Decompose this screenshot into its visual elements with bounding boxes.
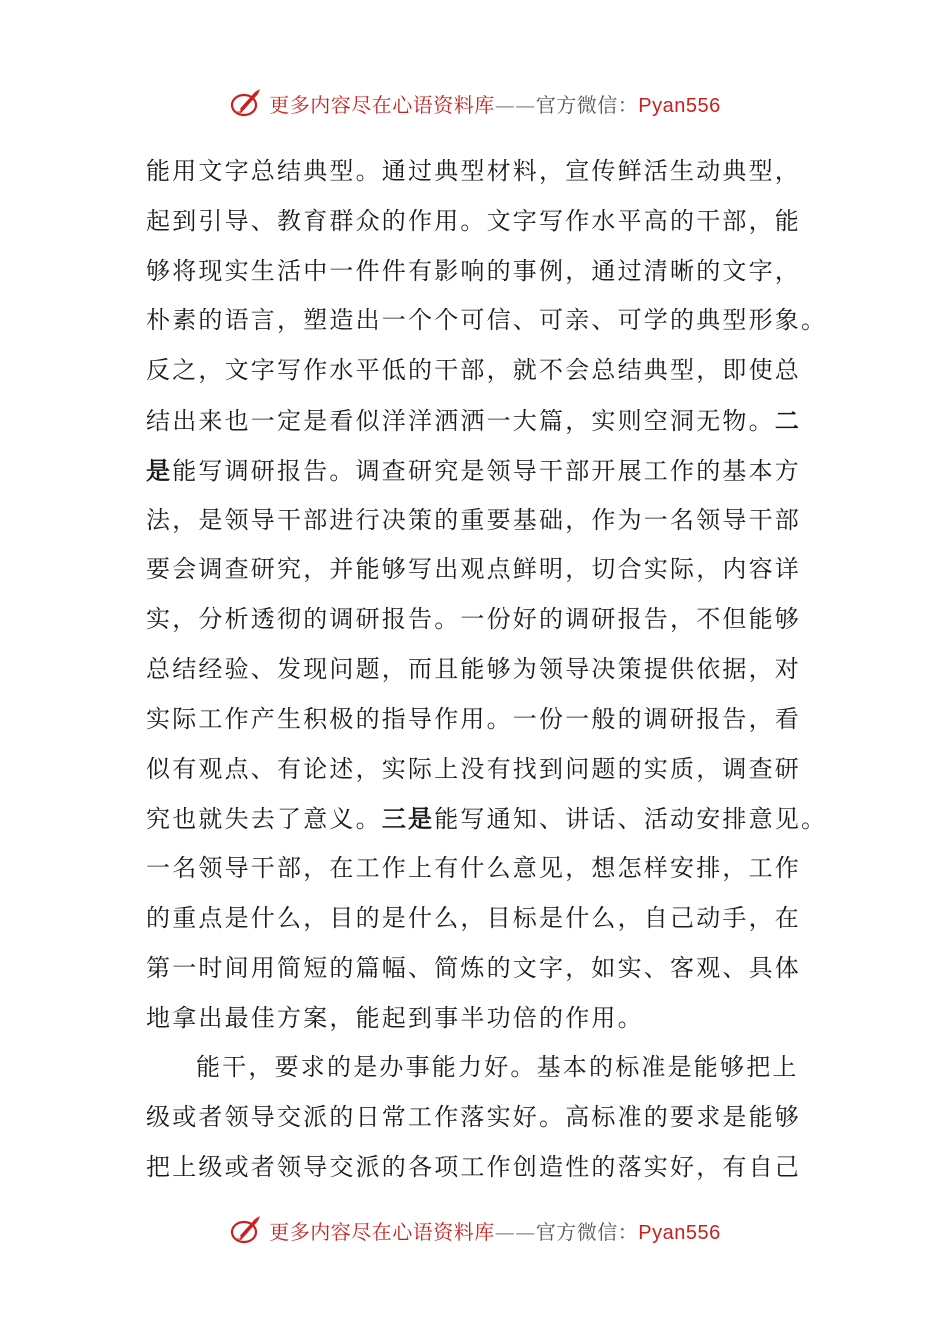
- text-run: 实际工作产生积极的指导作用。一份一般的调研报告，看: [146, 704, 801, 733]
- text-line: [146, 545, 806, 595]
- text-line: [146, 496, 806, 546]
- header-banner: [0, 83, 950, 123]
- banner-official-label: 官方微信：: [535, 92, 639, 117]
- text-run: 把上级或者领导交派的各项工作创造性的落实好，有自己: [146, 1152, 801, 1181]
- banner-official-label: 官方微信：: [535, 1219, 639, 1244]
- text-line: [146, 994, 806, 1044]
- text-line: [146, 794, 828, 844]
- text-run: 究也就失去了意义。: [146, 805, 382, 834]
- quill-pen-logo-icon: [229, 1213, 263, 1247]
- bold-text-run: 是: [146, 455, 173, 485]
- text-run: 法，是领导干部进行决策的重要基础，作为一名领导干部: [146, 505, 801, 534]
- text-run: 要会调查研究，并能够写出观点鲜明，切合实际，内容详: [146, 555, 801, 584]
- text-line: [146, 396, 806, 446]
- text-line: [146, 944, 806, 994]
- text-run: 实，分析透彻的调研报告。一份好的调研报告，不但能够: [146, 605, 801, 634]
- text-run: 朴素的语言，塑造出一个个可信、可亲、可学的典型形象。: [146, 306, 828, 335]
- text-line: [146, 894, 806, 944]
- banner-wechat-id: Pyan556: [638, 1221, 721, 1244]
- banner-text: [269, 1216, 720, 1245]
- text-run: 能写通知、讲话、活动安排意见。: [434, 805, 828, 834]
- text-line: [146, 695, 806, 745]
- banner-main-text: 更多内容尽在心语资料库: [269, 92, 495, 117]
- banner-dash: ——: [494, 92, 536, 117]
- text-run: 似有观点、有论述，实际上没有找到问题的实质，调查研: [146, 754, 801, 783]
- banner-text: [269, 89, 720, 118]
- document-body: [146, 147, 828, 1193]
- text-line: [146, 1093, 806, 1143]
- text-line: [146, 645, 806, 695]
- text-run: 一名领导干部，在工作上有什么意见，想怎样安排，工作: [146, 854, 801, 883]
- text-line: [146, 844, 806, 894]
- text-line: [146, 1143, 806, 1193]
- text-run: 够将现实生活中一件件有影响的事例，通过清晰的文字，: [146, 256, 801, 285]
- text-line: [146, 745, 806, 795]
- bold-text-run: 二: [774, 405, 802, 435]
- text-line: [146, 197, 806, 247]
- banner-dash: ——: [494, 1219, 536, 1244]
- text-run: 能用文字总结典型。通过典型材料，宣传鲜活生动典型，: [146, 157, 801, 185]
- text-run: 地拿出最佳方案，能起到事半功倍的作用。: [146, 1003, 644, 1032]
- text-run: 反之，文字写作水平低的干部，就不会总结典型，即使总: [146, 356, 801, 385]
- text-run: 能写调研报告。调查研究是领导干部开展工作的基本方: [172, 456, 802, 485]
- text-run: 级或者领导交派的日常工作落实好。高标准的要求是能够: [146, 1103, 801, 1132]
- text-line: [146, 446, 806, 496]
- text-line: [146, 247, 806, 297]
- footer-banner: [0, 1210, 950, 1250]
- bold-text-run: 三是: [381, 804, 435, 834]
- banner-main-text: 更多内容尽在心语资料库: [269, 1219, 495, 1244]
- text-line: [146, 1043, 806, 1093]
- banner-wechat-id: Pyan556: [638, 94, 721, 117]
- text-line: [146, 147, 806, 197]
- text-run: 能干，要求的是办事能力好。基本的标准是能够把上: [196, 1053, 799, 1082]
- text-line: [146, 346, 806, 396]
- text-run: 结出来也一定是看似洋洋洒洒一大篇，实则空洞无物。: [146, 406, 775, 435]
- text-run: 总结经验、发现问题，而且能够为领导决策提供依据，对: [146, 654, 801, 683]
- text-run: 起到引导、教育群众的作用。文字写作水平高的干部，能: [146, 206, 801, 235]
- quill-pen-logo-icon: [229, 86, 263, 120]
- text-line: [146, 595, 806, 645]
- text-run: 的重点是什么，目的是什么，目标是什么，自己动手，在: [146, 903, 801, 932]
- text-run: 第一时间用简短的篇幅、简炼的文字，如实、客观、具体: [146, 953, 801, 982]
- text-line: [146, 296, 828, 346]
